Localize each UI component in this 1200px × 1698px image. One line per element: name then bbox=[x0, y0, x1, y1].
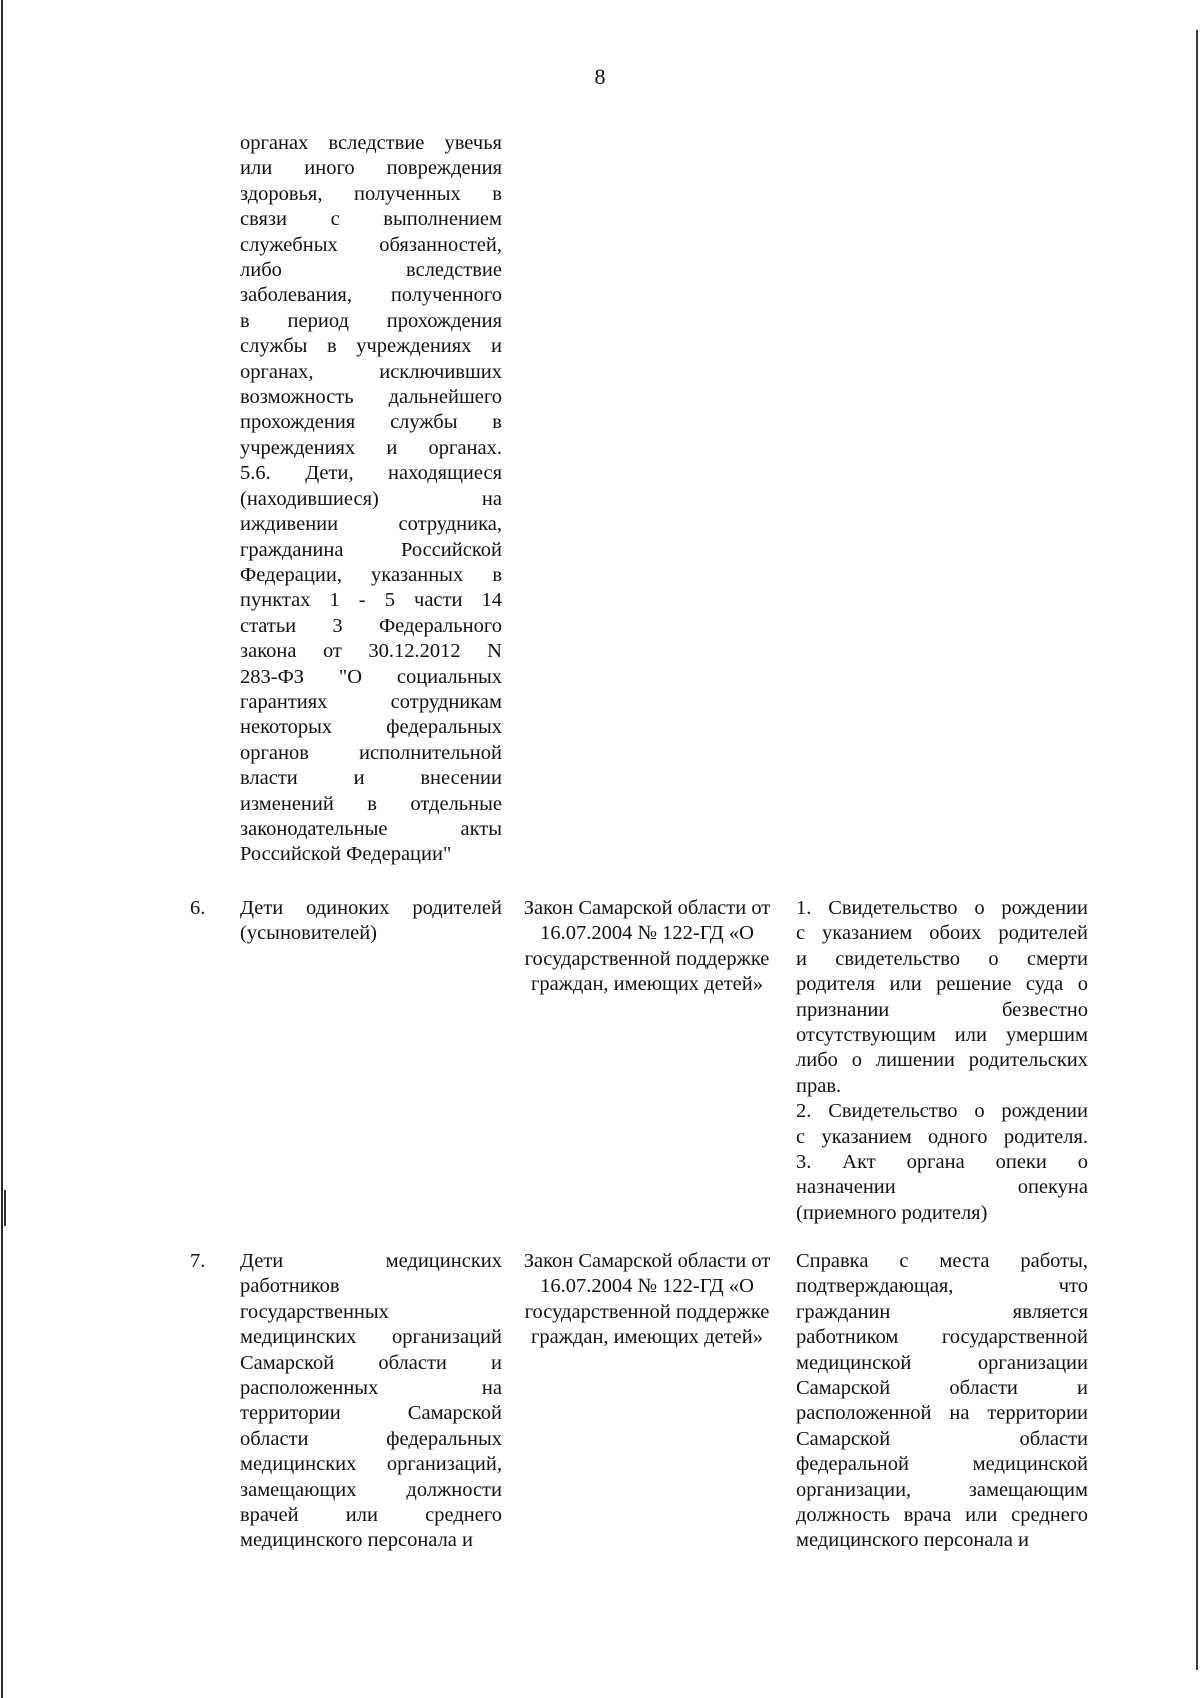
text-line: законодательные акты bbox=[240, 817, 502, 840]
text-line: медицинского персонала и bbox=[240, 1529, 473, 1552]
text-line: с указанием обоих родителей bbox=[796, 922, 1088, 945]
text-line: отсутствующим или умершим bbox=[796, 1024, 1088, 1047]
text-line: 16.07.2004 № 122-ГД «О bbox=[540, 922, 754, 945]
text-line: органах, исключивших bbox=[240, 360, 502, 383]
text-line: либо о лишении родительских bbox=[796, 1049, 1088, 1072]
text-line: иждивении сотрудника, bbox=[240, 513, 502, 536]
text-line: гражданин является bbox=[796, 1300, 1088, 1323]
text-line: Дети одиноких родителей bbox=[240, 897, 502, 919]
text-line: назначении опекуна bbox=[796, 1176, 1088, 1199]
text-line: Закон Самарской области от bbox=[523, 1250, 771, 1272]
text-line: признании безвестно bbox=[796, 998, 1088, 1021]
text-line: (усыновителей) bbox=[240, 922, 378, 945]
text-line: статьи 3 Федерального bbox=[240, 614, 502, 637]
text-line: власти и внесении bbox=[240, 767, 502, 790]
row-number: 6. bbox=[190, 897, 206, 919]
text-line: врачей или среднего bbox=[240, 1504, 502, 1527]
text-line: 16.07.2004 № 122-ГД «О bbox=[540, 1275, 754, 1298]
text-line: заболевания, полученного bbox=[240, 284, 502, 307]
text-line: Дети медицинских bbox=[240, 1250, 502, 1272]
text-line: или иного повреждения bbox=[240, 157, 502, 180]
text-line: Самарской области и bbox=[796, 1377, 1088, 1400]
text-line: 3. Акт органа опеки о bbox=[796, 1151, 1088, 1174]
text-line: Справка с места работы, bbox=[796, 1250, 1088, 1272]
text-line: Самарской области и bbox=[240, 1351, 502, 1374]
page-number: 8 bbox=[594, 64, 606, 89]
text-line: прохождения службы в bbox=[240, 411, 502, 434]
scan-edge-left bbox=[1, 0, 3, 1698]
text-line: органах вследствие увечья bbox=[240, 132, 502, 154]
text-line: родителя или решение суда о bbox=[796, 973, 1088, 996]
text-line: медицинских организаций bbox=[240, 1326, 502, 1349]
text-line: федеральной медицинской bbox=[796, 1453, 1088, 1476]
text-line: работником государственной bbox=[796, 1326, 1088, 1349]
row-documents bbox=[796, 1249, 1088, 1554]
text-line: государственной поддержке bbox=[524, 947, 770, 970]
text-line: служебных обязанностей, bbox=[240, 233, 502, 256]
row-documents bbox=[796, 896, 1088, 1226]
text-line: Федерации, указанных в bbox=[240, 563, 502, 586]
text-line: работников bbox=[240, 1275, 340, 1298]
row-law bbox=[511, 896, 783, 998]
text-line: государственных bbox=[240, 1300, 389, 1323]
text-line: Российской Федерации" bbox=[240, 843, 452, 866]
text-line: государственной поддержке bbox=[524, 1300, 770, 1323]
text-line: либо вследствие bbox=[240, 259, 502, 282]
text-line: возможность дальнейшего bbox=[240, 386, 502, 409]
row-category bbox=[240, 896, 502, 947]
text-line: медицинских организаций, bbox=[240, 1453, 502, 1476]
row-number: 7. bbox=[190, 1250, 206, 1272]
text-line: некоторых федеральных bbox=[240, 716, 502, 739]
text-line: прав. bbox=[796, 1074, 842, 1097]
text-line: (находившиеся) на bbox=[240, 487, 502, 510]
row-law bbox=[511, 1249, 783, 1351]
text-line: медицинского персонала и bbox=[796, 1529, 1029, 1552]
scan-tick bbox=[4, 1190, 6, 1226]
text-line: области федеральных bbox=[240, 1427, 502, 1450]
text-line: гарантиях сотрудникам bbox=[240, 690, 502, 713]
text-line: службы в учреждениях и bbox=[240, 335, 502, 358]
text-line: замещающих должности bbox=[240, 1478, 502, 1501]
text-line: пунктах 1 - 5 части 14 bbox=[240, 589, 502, 612]
text-line: 5.6. Дети, находящиеся bbox=[240, 462, 502, 485]
text-line: граждан, имеющих детей» bbox=[531, 1326, 763, 1349]
text-line: органов исполнительной bbox=[240, 741, 502, 764]
text-line: 1. Свидетельство о рождении bbox=[796, 897, 1088, 919]
text-line: должность врача или среднего bbox=[796, 1504, 1088, 1527]
text-line: закона от 30.12.2012 N bbox=[240, 640, 502, 663]
text-line: Закон Самарской области от bbox=[523, 897, 771, 919]
text-line: расположенной на территории bbox=[796, 1402, 1088, 1425]
text-line: связи с выполнением bbox=[240, 208, 502, 231]
scan-edge-right bbox=[1196, 30, 1198, 1670]
text-line: (приемного родителя) bbox=[796, 1201, 988, 1224]
text-line: здоровья, полученных в bbox=[240, 182, 502, 205]
text-line: с указанием одного родителя. bbox=[796, 1125, 1088, 1148]
text-line: медицинской организации bbox=[796, 1351, 1088, 1374]
text-line: гражданина Российской bbox=[240, 538, 502, 561]
row-category bbox=[240, 1249, 502, 1554]
text-line: изменений в отдельные bbox=[240, 792, 502, 815]
text-line: в период прохождения bbox=[240, 309, 502, 332]
text-line: расположенных на bbox=[240, 1377, 502, 1400]
continuation-text bbox=[240, 131, 502, 868]
text-line: граждан, имеющих детей» bbox=[531, 973, 763, 996]
text-line: учреждениях и органах. bbox=[240, 436, 502, 459]
text-line: подтверждающая, что bbox=[796, 1275, 1088, 1298]
text-line: 283-ФЗ "О социальных bbox=[240, 665, 502, 688]
text-line: Самарской области bbox=[796, 1427, 1088, 1450]
text-line: организации, замещающим bbox=[796, 1478, 1088, 1501]
text-line: 2. Свидетельство о рождении bbox=[796, 1100, 1088, 1123]
text-line: и свидетельство о смерти bbox=[796, 947, 1088, 970]
text-line: территории Самарской bbox=[240, 1402, 502, 1425]
